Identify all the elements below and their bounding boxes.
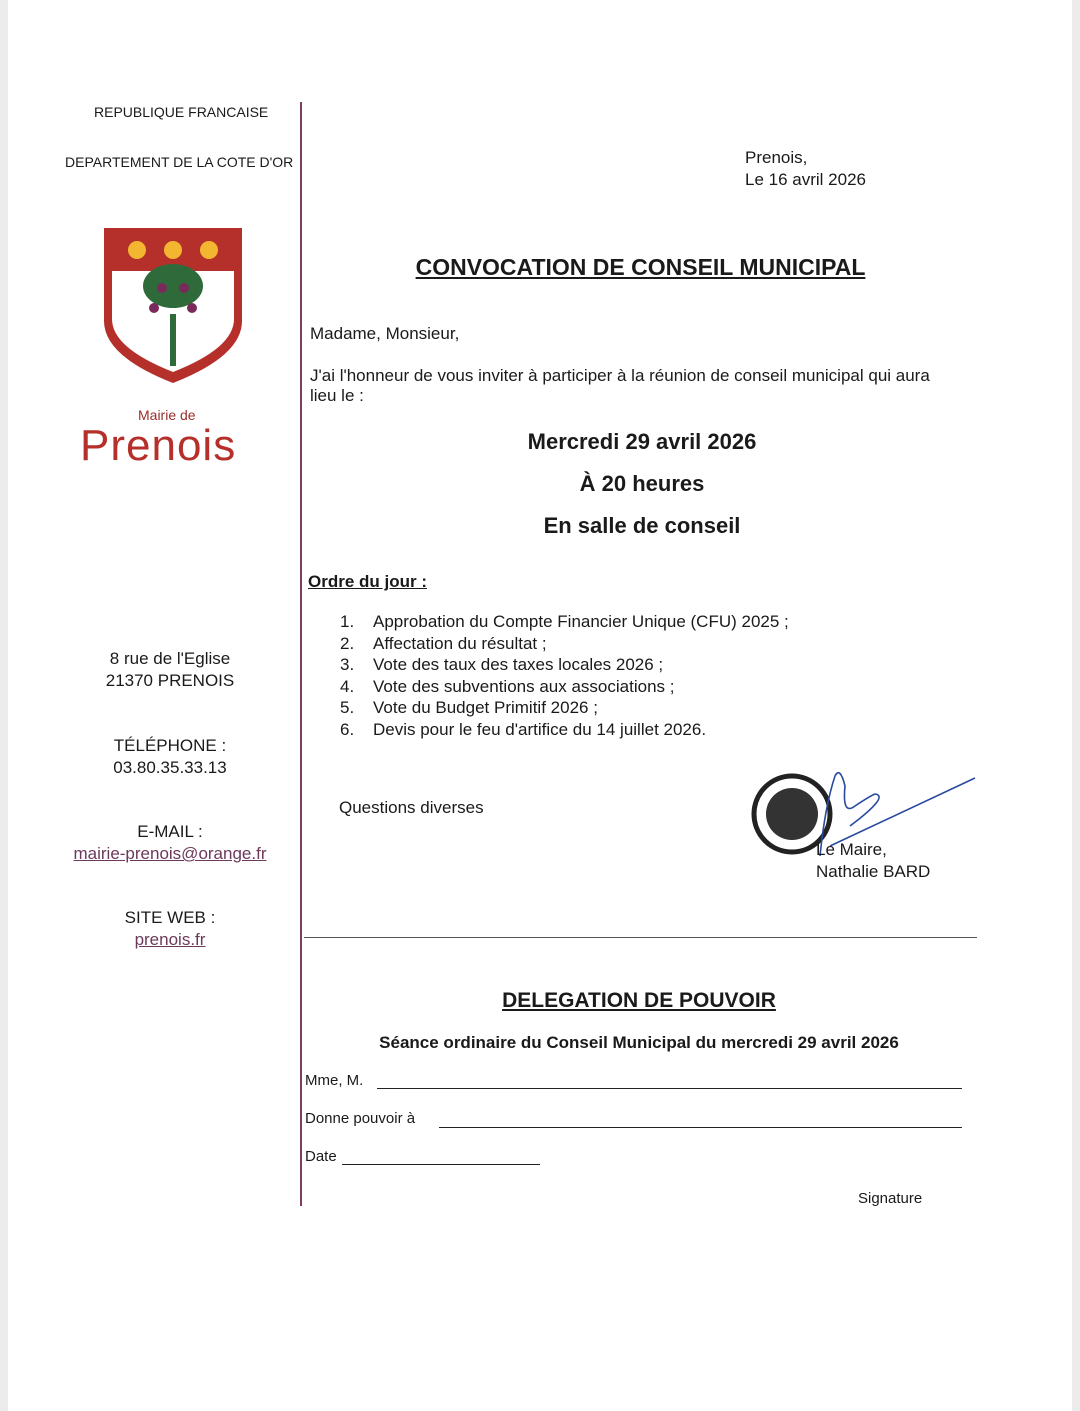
- vertical-divider: [300, 102, 302, 1206]
- agenda-text: Affectation du résultat ;: [373, 633, 547, 653]
- name-label: Mme, M.: [305, 1072, 364, 1089]
- coat-of-arms-logo: [102, 226, 244, 386]
- agenda-item: [340, 719, 789, 741]
- agenda-text: Vote du Budget Primitif 2026 ;: [373, 698, 598, 718]
- agenda-label: Ordre du jour :: [308, 572, 427, 591]
- email-label: E-MAIL :: [137, 822, 203, 841]
- name-field[interactable]: [377, 1088, 962, 1089]
- intro-line: J'ai l'honneur de vous inviter à participer à la réunion de conseil municipal qui aura: [310, 366, 930, 385]
- agenda-text: Vote des subventions aux associations ;: [373, 676, 675, 696]
- email: [48, 821, 292, 865]
- address-line: 21370 PRENOIS: [105, 671, 235, 690]
- letter-title: CONVOCATION DE CONSEIL MUNICIPAL: [415, 254, 866, 280]
- agenda-item: [340, 654, 789, 676]
- delegation-title: DELEGATION DE POUVOIR: [502, 989, 776, 1012]
- address-line: 8 rue de l'Eglise: [109, 649, 231, 668]
- agenda-text: Devis pour le feu d'artifice du 14 juillet 2026.: [373, 719, 707, 739]
- agenda-number: 3.: [340, 655, 355, 675]
- agenda-number: 6.: [340, 719, 355, 739]
- address: [68, 648, 272, 692]
- proxy-label: Donne pouvoir à: [305, 1110, 416, 1127]
- agenda-item: [340, 697, 789, 719]
- agenda-number: 1.: [340, 612, 355, 631]
- department-label: DEPARTEMENT DE LA COTE D'OR: [65, 154, 294, 170]
- date-field[interactable]: [342, 1164, 540, 1165]
- agenda-item: [340, 611, 789, 633]
- delegation-subtitle: Séance ordinaire du Conseil Municipal du mercredi 29 avril 2026: [379, 1033, 899, 1052]
- date-label: Date: [305, 1148, 337, 1165]
- agenda-item: [340, 633, 789, 655]
- place-date: [745, 147, 866, 191]
- agenda-number: 2.: [340, 633, 355, 653]
- meeting-place: En salle de conseil: [543, 513, 741, 538]
- signature-label: Signature: [858, 1190, 923, 1207]
- section-divider: [304, 937, 977, 938]
- website-label: SITE WEB :: [124, 908, 216, 927]
- agenda-text: Approbation du Compte Financier Unique (CFU) 2025 ;: [373, 612, 789, 631]
- letter-date: Le 16 avril 2026: [745, 170, 866, 189]
- document-page: [8, 0, 1072, 1411]
- phone-value: 03.80.35.33.13: [113, 758, 227, 777]
- logo-mairie-de: Mairie de: [138, 407, 196, 423]
- phone: [68, 735, 272, 779]
- meeting-date: Mercredi 29 avril 2026: [527, 429, 757, 454]
- signer: [816, 839, 930, 883]
- place: Prenois,: [745, 148, 808, 167]
- website: [68, 907, 272, 951]
- greeting: Madame, Monsieur,: [310, 324, 460, 343]
- agenda-number: 4.: [340, 676, 355, 696]
- agenda-item: [340, 676, 789, 698]
- republic-label: REPUBLIQUE FRANCAISE: [94, 104, 269, 120]
- signer-name: Nathalie BARD: [816, 862, 931, 881]
- agenda-number: 5.: [340, 698, 355, 718]
- phone-label: TÉLÉPHONE :: [113, 736, 227, 755]
- email-link[interactable]: mairie-prenois@orange.fr: [73, 844, 267, 863]
- logo-prenois: Prenois: [80, 421, 237, 470]
- signer-role: Le Maire,: [816, 840, 887, 859]
- agenda-list: [340, 611, 789, 741]
- website-link[interactable]: prenois.fr: [134, 930, 206, 949]
- intro-line: lieu le :: [310, 386, 364, 405]
- agenda-text: Vote des taux des taxes locales 2026 ;: [373, 655, 664, 675]
- proxy-field[interactable]: [439, 1127, 962, 1128]
- misc-questions: Questions diverses: [339, 798, 484, 817]
- meeting-time: À 20 heures: [579, 471, 705, 496]
